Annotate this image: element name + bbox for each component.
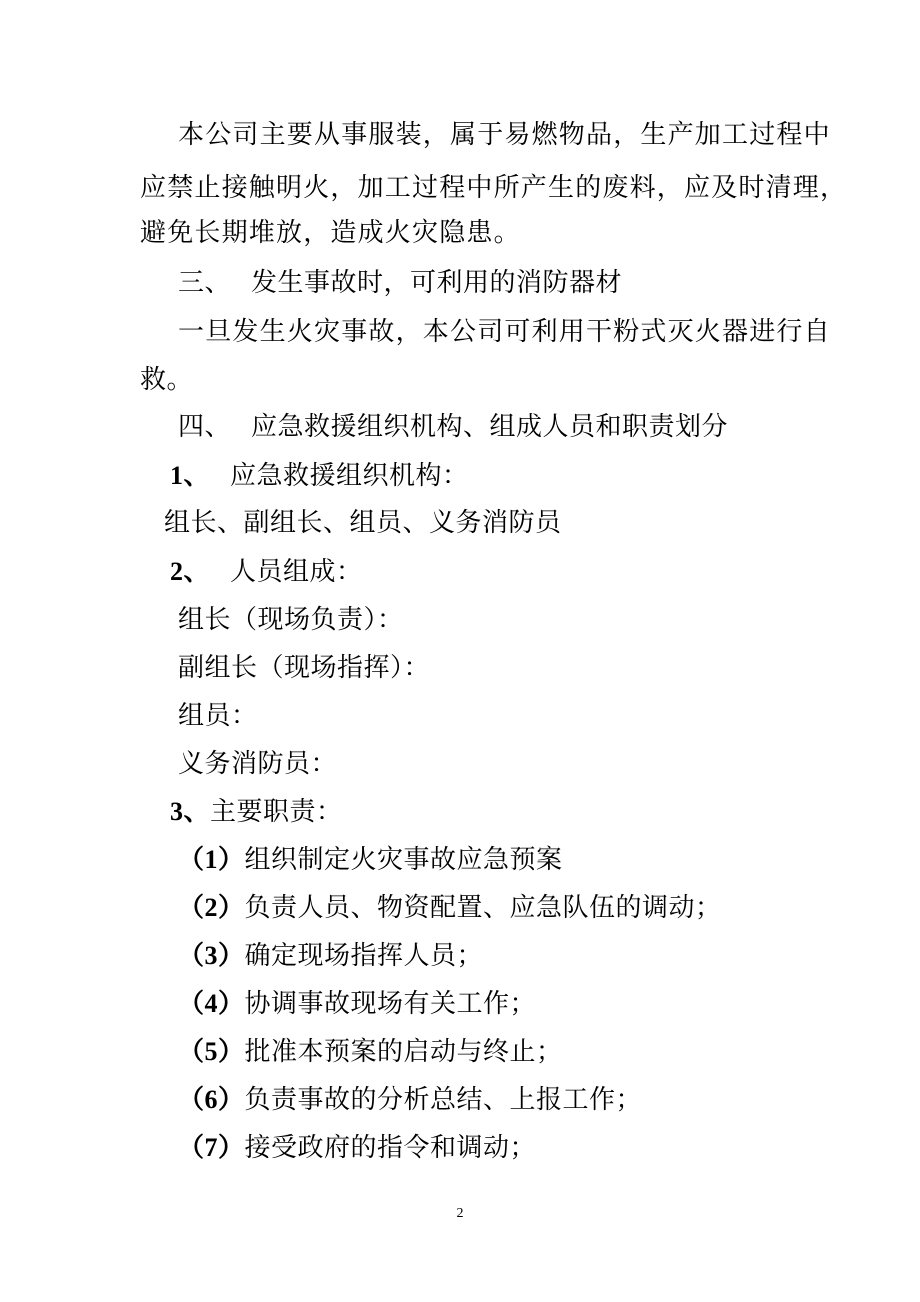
paragraph-line-3: 避免长期堆放，造成火灾隐患。 bbox=[140, 218, 521, 248]
member-line: 组长（现场负责）： bbox=[178, 605, 404, 635]
paragraph-line-1: 本公司主要从事服装，属于易燃物品，生产加工过程中 bbox=[178, 120, 831, 150]
section-4-title: 应急救援组织机构、组成人员和职责划分 bbox=[251, 412, 729, 442]
member-line: 组员： bbox=[178, 701, 258, 731]
duty-text: 负责人员、物资配置、应急队伍的调动； bbox=[244, 893, 722, 923]
item-3-title: 主要职责： bbox=[210, 797, 343, 827]
item-2-number: 2、 bbox=[170, 557, 211, 586]
duty-number: （3） bbox=[178, 941, 245, 970]
duty-number: （6） bbox=[178, 1085, 245, 1114]
duty-number: （1） bbox=[178, 845, 245, 874]
member-line: 义务消防员： bbox=[178, 749, 338, 779]
item-1-number: 1、 bbox=[170, 461, 211, 490]
paragraph-line-2: 应禁止接触明火，加工过程中所产生的废料，应及时清理， bbox=[140, 173, 848, 203]
section-3-title: 发生事故时，可利用的消防器材 bbox=[251, 268, 623, 298]
duty-item bbox=[178, 1085, 642, 1115]
section-3-heading bbox=[178, 268, 622, 298]
duty-text: 确定现场指挥人员； bbox=[244, 941, 484, 971]
duty-item bbox=[178, 1133, 536, 1163]
duty-number: （4） bbox=[178, 989, 245, 1018]
section-3-number: 三、 bbox=[178, 268, 232, 298]
item-3-number: 3、 bbox=[170, 797, 211, 826]
duty-item bbox=[178, 941, 483, 971]
duty-item bbox=[178, 845, 563, 875]
duty-item bbox=[178, 989, 536, 1019]
duty-text: 负责事故的分析总结、上报工作； bbox=[244, 1085, 643, 1115]
section-3-body-line-1: 一旦发生火灾事故，本公司可利用干粉式灭火器进行自 bbox=[178, 317, 831, 347]
section-4-number: 四、 bbox=[178, 412, 232, 442]
item-1-title: 应急救援组织机构： bbox=[230, 461, 469, 491]
item-2-title: 人员组成： bbox=[230, 557, 363, 587]
duty-number: （7） bbox=[178, 1133, 245, 1162]
duty-text: 批准本预案的启动与终止； bbox=[244, 1037, 563, 1067]
duty-item bbox=[178, 1037, 563, 1067]
section-3-body-line-2: 救。 bbox=[140, 365, 194, 395]
item-1-heading bbox=[170, 461, 469, 491]
duty-text: 协调事故现场有关工作； bbox=[244, 989, 537, 1019]
duty-text: 组织制定火灾事故应急预案 bbox=[244, 845, 563, 875]
page-number: 2 bbox=[456, 1206, 464, 1221]
duty-number: （5） bbox=[178, 1037, 245, 1066]
section-4-heading bbox=[178, 412, 728, 442]
member-line: 副组长（现场指挥）： bbox=[178, 653, 431, 683]
org-line: 组长、副组长、组员、义务消防员 bbox=[164, 508, 562, 538]
item-2-heading bbox=[170, 557, 363, 587]
duty-item bbox=[178, 893, 722, 923]
duty-number: （2） bbox=[178, 893, 245, 922]
item-3-heading bbox=[170, 797, 343, 827]
duty-text: 接受政府的指令和调动； bbox=[244, 1133, 537, 1163]
